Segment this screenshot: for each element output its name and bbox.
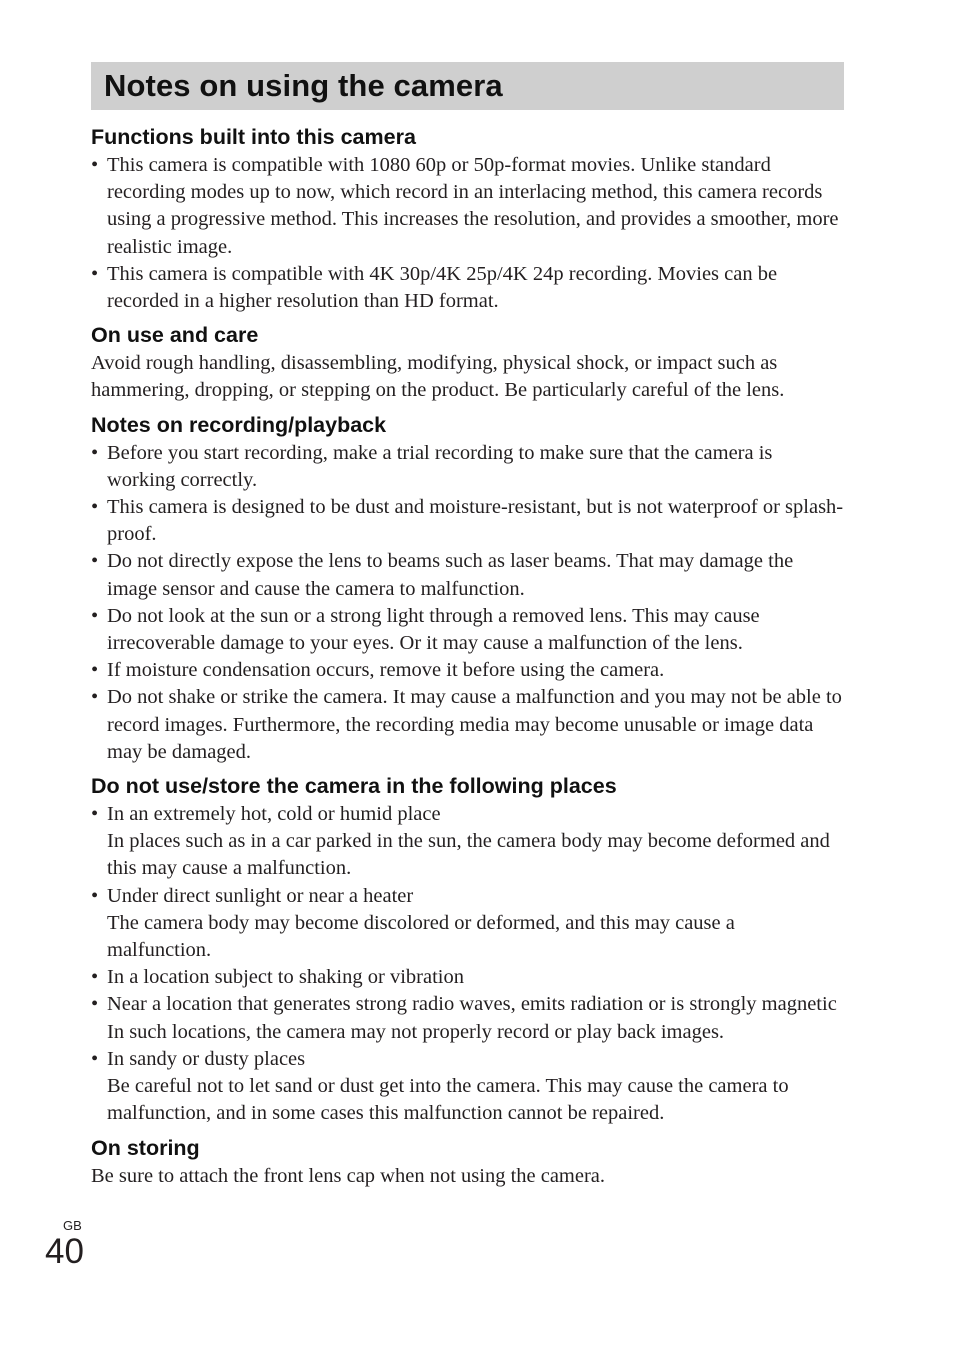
bullet-list: [91, 801, 844, 1127]
bullet-icon: •: [91, 966, 99, 989]
bullet-icon: •: [91, 993, 99, 1016]
page-number: 40: [45, 1232, 84, 1271]
page-content: [91, 62, 844, 1190]
list-item: • Before you start recording, make a trial recording to make sure that the camera is working correctly.: [91, 441, 773, 491]
list-item: • This camera is compatible with 1080 60p or 50p-format movies. Unlike standard recording modes up to now, which record in an interlacing method, this camera records using a progressive method. This increases the resolution, and provides a smoother, more realistic image.: [91, 154, 839, 258]
list-item: • This camera is compatible with 4K 30p/4K 25p/4K 24p recording. Movies can be recorded in a higher resolution than HD format.: [91, 262, 778, 313]
section-heading: Functions built into this camera: [91, 125, 416, 149]
section-places: [91, 772, 844, 1127]
section-heading: On use and care: [91, 323, 259, 348]
section-heading: Do not use/store the camera in the following places: [91, 774, 617, 799]
section-use-and-care: [91, 321, 844, 404]
list-item: • If moisture condensation occurs, remove it before using the camera.: [91, 657, 844, 684]
bullet-list: [91, 440, 844, 766]
region-code: GB: [63, 1218, 82, 1233]
title-bar: [91, 62, 844, 110]
section-paragraph: Avoid rough handling, disassembling, modifying, physical shock, or impact such as hammering, dropping, or stepping on the product. Be particularly careful of the lens.: [91, 352, 785, 402]
section-recording-playback: [91, 411, 844, 766]
list-item: • Under direct sunlight or near a heater The camera body may become discolored or deformed, and this may cause a malfunction.: [91, 883, 844, 965]
list-item: • Do not look at the sun or a strong light through a removed lens. This may cause irrecoverable damage to your eyes. Or it may cause a malfunction of the lens.: [91, 604, 760, 655]
bullet-icon: •: [91, 686, 99, 709]
list-item: • In a location subject to shaking or vibration: [91, 964, 844, 991]
bullet-icon: •: [91, 496, 99, 519]
list-item: • Do not directly expose the lens to beams such as laser beams. That may damage the image sensor and cause the camera to malfunction.: [91, 550, 794, 600]
section-storing: [91, 1134, 844, 1190]
section-heading: On storing: [91, 1135, 200, 1160]
bullet-icon: •: [91, 550, 99, 573]
page-title: Notes on using the camera: [104, 68, 503, 103]
list-item: • Do not shake or strike the camera. It may cause a malfunction and you may not be able to record images. Furthermore, the recording media may become unusable or image data may be damaged.: [91, 686, 842, 763]
list-item-detail: Be careful not to let sand or dust get into the camera. This may cause the camera to malfunction, and in some cases this malfunction cannot be repaired.: [107, 1075, 789, 1125]
section-paragraph: Be sure to attach the front lens cap when not using the camera.: [91, 1164, 606, 1187]
bullet-icon: •: [91, 659, 99, 682]
bullet-icon: •: [91, 884, 99, 907]
bullet-icon: •: [91, 262, 99, 285]
list-item-detail: In such locations, the camera may not properly record or play back images.: [107, 1020, 725, 1043]
list-item: • In an extremely hot, cold or humid place In places such as in a car parked in the sun, the camera body may become deformed and this may cause a malfunction.: [91, 801, 844, 883]
bullet-icon: •: [91, 604, 99, 627]
list-item-detail: The camera body may become discolored or deformed, and this may cause a malfunction.: [107, 911, 735, 962]
bullet-icon: •: [91, 441, 99, 464]
list-item-detail: In places such as in a car parked in the sun, the camera body may become deformed and this may cause a malfunction.: [107, 830, 830, 880]
list-item: • This camera is designed to be dust and moisture-resistant, but is not waterproof or splash-proof.: [91, 496, 844, 546]
bullet-list: [91, 152, 844, 315]
section-functions: [91, 123, 844, 315]
list-item: • Near a location that generates strong radio waves, emits radiation or is strongly magnetic In such locations, the camera may not properly record or play back images.: [91, 991, 844, 1045]
section-heading: Notes on recording/playback: [91, 412, 387, 437]
bullet-icon: •: [91, 154, 99, 176]
bullet-icon: •: [91, 803, 99, 826]
bullet-icon: •: [91, 1047, 99, 1070]
list-item: • In sandy or dusty places Be careful not to let sand or dust get into the camera. This may cause the camera to malfunction, and in some cases this malfunction cannot be repaired.: [91, 1046, 844, 1128]
